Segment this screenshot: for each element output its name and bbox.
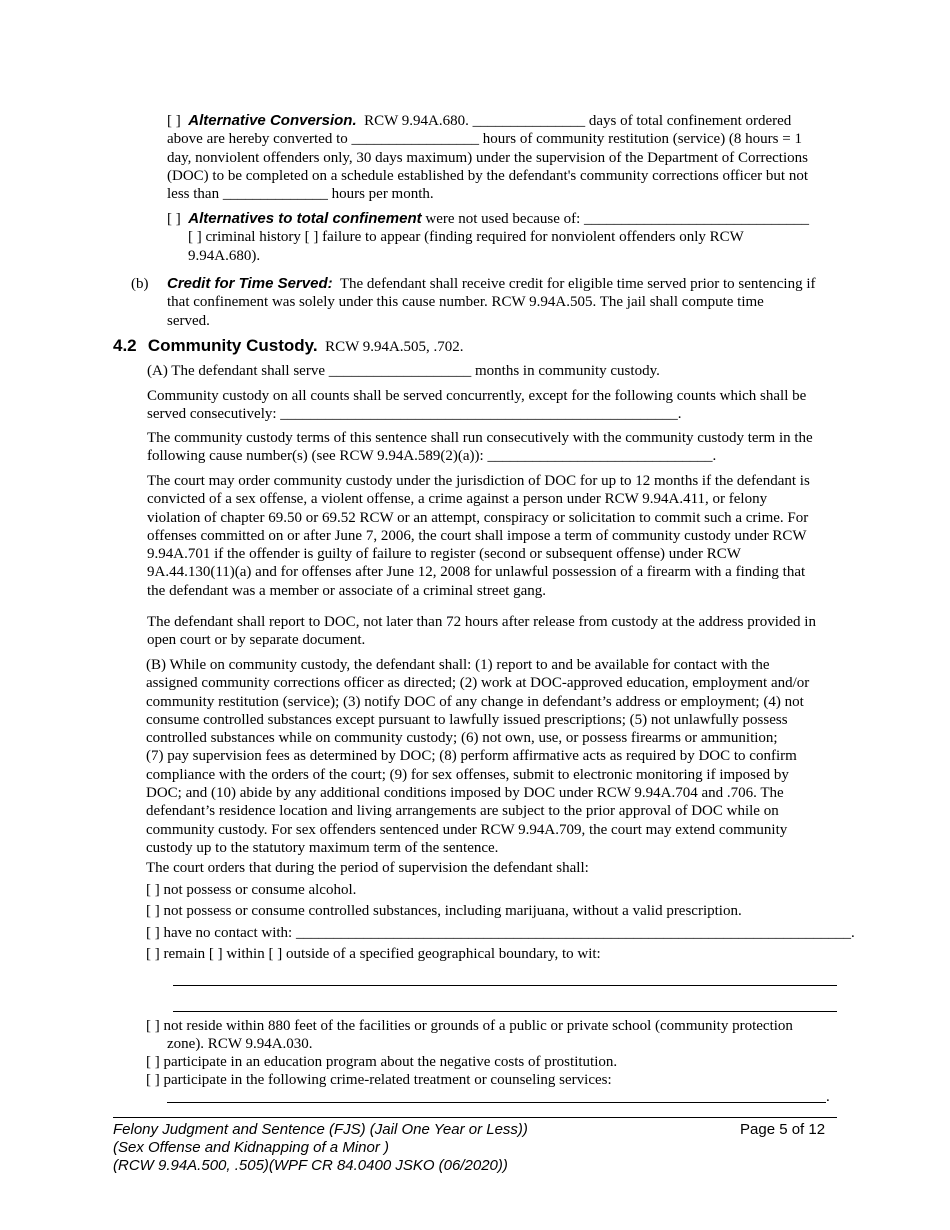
order-reside-line2: zone). RCW 9.94A.030. xyxy=(167,1036,313,1053)
footer-line1: Felony Judgment and Sentence (FJS) (Jail One Year or Less)) xyxy=(113,1121,528,1138)
boundary-blank-line-1[interactable] xyxy=(173,985,837,986)
footer-divider xyxy=(113,1117,837,1118)
para-court-line: convicted of a sex offense, a violent offense, a crime against a person under RCW 9.94A.411, or felony xyxy=(147,491,768,508)
alt-conversion-line5: less than ______________ hours per month. xyxy=(167,186,434,203)
para-b-line: controlled substances while on community custody; (6) not own, use, or possess firearms or ammunition; xyxy=(146,730,778,747)
credit-line1 xyxy=(167,275,816,293)
para-court-line: 9.94A.701 if the offender is guilty of failure to register (second or subsequent offense) under RCW xyxy=(147,546,741,563)
para-report-line: open court or by separate document. xyxy=(147,632,366,649)
para-b-line: consume controlled substances except pursuant to lawfully issued prescriptions; (5) not unlawfully possess xyxy=(146,711,788,728)
orders-intro: The court orders that during the period of supervision the defendant shall: xyxy=(146,860,589,876)
para-b-line: community custody. For sex offenders sentenced under RCW 9.94A.709, the court may extend community xyxy=(146,821,788,838)
order-contact[interactable]: [ ] have no contact with: __________________________________________________________________________. xyxy=(146,925,855,941)
alternatives-title: Alternatives to total confinement xyxy=(188,210,422,227)
footer-line2: (Sex Offense and Kidnapping of a Minor ) xyxy=(113,1139,389,1156)
para-concurrent-line2: served consecutively: _____________________________________________________. xyxy=(147,406,682,423)
order-boundary[interactable]: [ ] remain [ ] within [ ] outside of a specified geographical boundary, to wit: xyxy=(146,946,601,962)
credit-line2: that confinement was solely under this cause number. RCW 9.94A.505. The jail shall compute time xyxy=(167,294,764,311)
alternatives-line2: [ ] criminal history [ ] failure to appear (finding required for nonviolent offenders only RCW xyxy=(188,229,744,246)
para-b-line: defendant’s residence location and living arrangements are subject to the prior approval of DOC while on xyxy=(146,803,779,820)
para-concurrent-line1: Community custody on all counts shall be served concurrently, except for the following counts which shall be xyxy=(147,388,807,404)
para-court-line: The court may order community custody under the jurisdiction of DOC for up to 12 months if the defendant is xyxy=(147,473,810,489)
alternative-conversion xyxy=(167,112,808,203)
para-a: (A) The defendant shall serve ___________________ months in community custody. xyxy=(147,363,660,379)
treatment-end-period: . xyxy=(826,1089,830,1105)
para-b-line: assigned community corrections officer as directed; (2) work at DOC-approved education, employment and/or xyxy=(146,675,810,692)
order-reside[interactable] xyxy=(146,1017,793,1054)
alt-conversion-line1 xyxy=(167,112,808,130)
para-b-line: compliance with the orders of the court; (9) for sex offenses, submit to electronic monitoring if imposed by xyxy=(146,766,789,783)
credit-label: (b) xyxy=(131,276,149,292)
section-number: 4.2 xyxy=(113,336,137,355)
order-reside-line1: [ ] not reside within 880 feet of the facilities or grounds of a public or private school (community protection xyxy=(146,1018,793,1034)
footer-form-title xyxy=(113,1121,528,1175)
order-treatment[interactable]: [ ] participate in the following crime-related treatment or counseling services: xyxy=(146,1072,612,1088)
para-b xyxy=(146,656,809,857)
credit-block xyxy=(167,275,816,330)
alt-conversion-title: Alternative Conversion. xyxy=(188,112,357,129)
alt-conversion-line3: day, nonviolent offenders only, 30 days maximum) under the supervision of the Department of Corrections xyxy=(167,149,808,166)
alternatives-line1 xyxy=(167,210,809,228)
para-b-line: custody up to the statutory maximum term of the sentence. xyxy=(146,839,499,856)
section-rcw: RCW 9.94A.505, .702. xyxy=(325,339,464,355)
para-report xyxy=(147,613,816,650)
credit-text1: The defendant shall receive credit for eligible time served prior to sentencing if xyxy=(339,276,816,292)
order-alcohol[interactable]: [ ] not possess or consume alcohol. xyxy=(146,882,357,898)
para-consecutive-line1: The community custody terms of this sentence shall run consecutively with the community custody term in the xyxy=(147,430,813,446)
alt-conversion-line4: (DOC) to be completed on a schedule established by the defendant's community corrections officer but not xyxy=(167,167,808,184)
para-court-line: 9A.44.130(11)(a) and for offenses after June 12, 2008 for unlawful possession of a firearm with a finding that xyxy=(147,564,806,581)
para-court-line: the defendant was a member or associate of a criminal street gang. xyxy=(147,582,547,599)
para-b-line: (7) pay supervision fees as determined by DOC; (8) perform affirmative acts as required by DOC to confirm xyxy=(146,748,797,765)
alternatives-text1: were not used because of: ______________________________ xyxy=(425,211,810,227)
para-b-line: community restitution (service); (3) notify DOC of any change in defendant’s address or employment; (4) not xyxy=(146,693,804,710)
treatment-blank-line[interactable] xyxy=(167,1102,826,1103)
credit-line3: served. xyxy=(167,312,210,329)
para-concurrent xyxy=(147,387,806,424)
para-b-line: DOC; and (10) abide by any additional conditions imposed by DOC under RCW 9.94A.704 and .706. The xyxy=(146,785,784,802)
alternatives-checkbox[interactable]: [ ] xyxy=(167,211,181,227)
footer-line3: (RCW 9.94A.500, .505)(WPF CR 84.0400 JSKO (06/2020)) xyxy=(113,1157,508,1174)
boundary-blank-line-2[interactable] xyxy=(173,1011,837,1012)
section-title: Community Custody. xyxy=(147,336,318,355)
alternatives-line3: 9.94A.680). xyxy=(188,247,261,264)
alternatives-block xyxy=(167,210,809,265)
order-substances[interactable]: [ ] not possess or consume controlled substances, including marijuana, without a valid prescription. xyxy=(146,903,742,919)
credit-title: Credit for Time Served: xyxy=(167,275,333,292)
para-court-line: violation of chapter 69.50 or 69.52 RCW or an attempt, conspiracy or solicitation to commit such a crime. For xyxy=(147,509,809,526)
alt-conversion-checkbox[interactable]: [ ] xyxy=(167,113,181,129)
section-heading xyxy=(113,337,464,356)
alt-conversion-line2: above are hereby converted to _________________ hours of community restitution (service) (8 hours = 1 xyxy=(167,131,802,148)
para-court-line: offenses committed on or after June 7, 2006, the court shall impose a term of community custody under RCW xyxy=(147,527,807,544)
para-report-line: The defendant shall report to DOC, not later than 72 hours after release from custody at the address provided in xyxy=(147,614,816,630)
para-consecutive-line2: following cause number(s) (see RCW 9.94A.589(2)(a)): ______________________________. xyxy=(147,448,717,465)
para-court xyxy=(147,472,810,600)
page-number: Page 5 of 12 xyxy=(740,1121,826,1138)
order-prostitution[interactable]: [ ] participate in an education program about the negative costs of prostitution. xyxy=(146,1054,618,1070)
para-consecutive xyxy=(147,429,813,466)
para-b-line: (B) While on community custody, the defendant shall: (1) report to and be available for contact with the xyxy=(146,657,770,673)
alt-conversion-text1: RCW 9.94A.680. _______________ days of total confinement ordered xyxy=(364,113,792,129)
